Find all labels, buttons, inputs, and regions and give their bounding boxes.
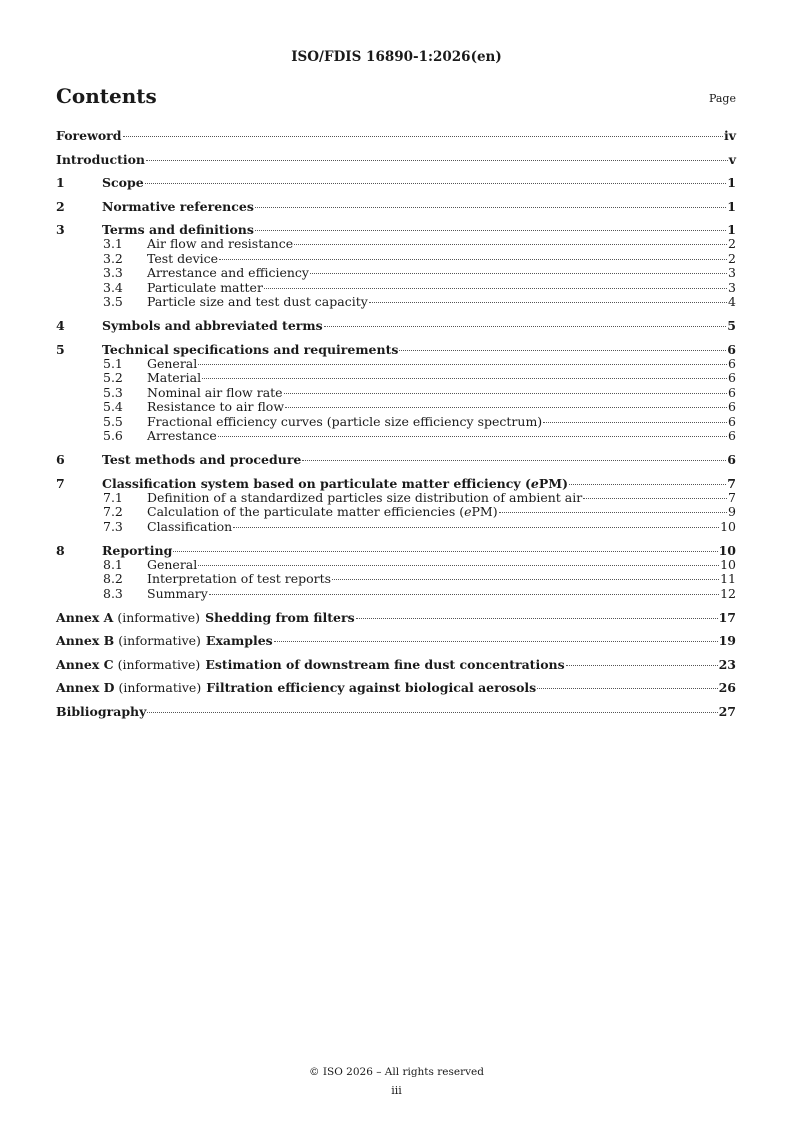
toc-entry[interactable] <box>56 558 736 573</box>
toc-entry-title: Air flow and resistance <box>147 236 294 251</box>
dot-leader <box>399 350 726 351</box>
toc-spacer <box>56 467 736 476</box>
toc-spacer <box>56 672 736 681</box>
dot-leader <box>173 551 717 552</box>
toc-entry-title: Symbols and abbreviated terms <box>102 318 323 333</box>
toc-page-number: 6 <box>728 370 736 385</box>
subsection-number: 5.1 <box>103 355 123 371</box>
dot-leader <box>537 688 717 689</box>
toc-spacer <box>56 214 736 223</box>
toc-page-number: v <box>728 151 736 167</box>
table-of-contents <box>56 128 736 719</box>
toc-page-number: 9 <box>728 504 736 519</box>
toc-page-number: 6 <box>728 413 736 429</box>
toc-entry[interactable] <box>56 505 736 520</box>
toc-page-number: 6 <box>728 399 736 414</box>
copyright-footer: © ISO 2026 – All rights reserved <box>309 1066 484 1078</box>
toc-page-number: 12 <box>720 585 736 601</box>
toc-entry-title: Classification <box>147 518 233 534</box>
toc-entry-title: Material <box>147 370 202 385</box>
toc-entry[interactable] <box>56 657 736 672</box>
toc-page-number: 27 <box>718 703 736 719</box>
dot-leader <box>543 422 727 423</box>
dot-leader <box>264 288 727 289</box>
document-header: ISO/FDIS 16890-1:2026(en) <box>291 49 502 65</box>
section-number: 6 <box>56 452 65 467</box>
toc-page-number: 10 <box>720 518 736 534</box>
toc-entry-title: Arrestance and efficiency <box>147 265 309 280</box>
toc-entry[interactable] <box>56 386 736 401</box>
toc-entry-title: Fractional efficiency curves (particle size efficiency spectrum) <box>147 413 543 429</box>
toc-entry-title: Interpretation of test reports <box>147 571 332 586</box>
toc-spacer <box>56 333 736 342</box>
toc-spacer <box>56 143 736 152</box>
toc-entry[interactable] <box>56 452 736 467</box>
toc-entry[interactable] <box>56 610 736 625</box>
dot-leader <box>356 618 718 619</box>
toc-entry[interactable] <box>56 175 736 190</box>
section-number: 1 <box>56 175 65 190</box>
dot-leader <box>233 527 719 528</box>
toc-entry-title: Examples <box>205 633 273 648</box>
page-column-label: Page <box>708 92 736 105</box>
toc-entry-title: Definition of a standardized particles size distribution of ambient air <box>147 489 583 505</box>
toc-spacer <box>56 601 736 610</box>
subsection-number: 3.4 <box>103 279 123 295</box>
section-number: 4 <box>56 318 65 333</box>
toc-page-number: 17 <box>718 609 736 625</box>
toc-entry[interactable] <box>56 222 736 237</box>
dot-leader <box>499 512 727 513</box>
toc-spacer <box>56 648 736 657</box>
toc-page-number: iv <box>723 128 736 143</box>
dot-leader <box>209 594 719 595</box>
toc-entry[interactable] <box>56 587 736 602</box>
dot-leader <box>569 484 726 485</box>
subsection-number: 3.2 <box>103 250 123 266</box>
dot-leader <box>219 259 727 260</box>
dot-leader <box>310 273 727 274</box>
subsection-number: 3.5 <box>103 294 123 309</box>
toc-entry[interactable] <box>56 252 736 267</box>
dot-leader <box>146 160 728 161</box>
toc-spacer <box>56 190 736 199</box>
toc-entry[interactable] <box>56 633 736 648</box>
toc-entry-title: Foreword <box>56 128 122 143</box>
toc-page-number: 6 <box>728 384 736 400</box>
subsection-number: 7.1 <box>103 489 123 505</box>
toc-entry-title: Classification system based on particulate matter efficiency (ePM) <box>102 475 569 491</box>
section-number: 7 <box>56 475 65 491</box>
toc-page-number: 11 <box>720 571 736 586</box>
annex-label: Annex B <box>56 633 115 648</box>
toc-spacer <box>56 625 736 634</box>
toc-entry[interactable] <box>56 704 736 719</box>
annex-informative-label: (informative) <box>117 609 201 625</box>
dot-leader <box>274 641 718 642</box>
toc-spacer <box>56 310 736 319</box>
toc-entry-title: Particle size and test dust capacity <box>147 294 368 309</box>
dot-leader <box>332 579 719 580</box>
dot-leader <box>566 665 718 666</box>
toc-page-number: 6 <box>727 341 736 357</box>
dot-leader <box>255 230 726 231</box>
dot-leader <box>302 460 726 461</box>
toc-entry-title: Filtration efficiency against biological aerosols <box>206 680 537 695</box>
annex-informative-label: (informative) <box>118 633 201 648</box>
toc-spacer <box>56 167 736 176</box>
toc-page-number: 7 <box>727 475 736 491</box>
subsection-number: 3.3 <box>103 265 123 280</box>
dot-leader <box>145 183 727 184</box>
toc-entry-title: Resistance to air flow <box>147 399 285 414</box>
toc-entry[interactable] <box>56 476 736 491</box>
page-number: iii <box>391 1084 402 1097</box>
dot-leader <box>294 244 727 245</box>
page-title: Contents <box>56 84 157 108</box>
toc-entry-title: Introduction <box>56 151 146 167</box>
dot-leader <box>324 326 727 327</box>
toc-entry[interactable] <box>56 281 736 296</box>
toc-entry[interactable] <box>56 128 736 143</box>
toc-entry[interactable] <box>56 680 736 695</box>
toc-page-number: 2 <box>728 250 736 266</box>
toc-entry-title: Shedding from filters <box>205 609 355 625</box>
toc-entry-title: Technical specifications and requirements <box>102 341 399 357</box>
toc-entry[interactable] <box>56 520 736 535</box>
dot-leader <box>255 207 726 208</box>
toc-entry-title: Summary <box>147 585 208 601</box>
toc-page-number: 6 <box>728 355 736 371</box>
dot-leader <box>202 378 727 379</box>
toc-entry[interactable] <box>56 572 736 587</box>
toc-entry-title: General <box>147 355 198 371</box>
section-number: 8 <box>56 542 65 558</box>
subsection-number: 7.3 <box>103 518 123 534</box>
toc-entry-title: Estimation of downstream fine dust concentrations <box>205 656 565 672</box>
toc-page-number: 4 <box>728 294 736 309</box>
toc-entry[interactable] <box>56 357 736 372</box>
toc-page-number: 2 <box>728 236 736 251</box>
toc-entry[interactable] <box>56 318 736 333</box>
toc-entry-title: Particulate matter <box>147 279 263 295</box>
toc-page-number: 10 <box>720 556 736 572</box>
dot-leader <box>147 712 717 713</box>
subsection-number: 5.2 <box>103 370 123 385</box>
toc-entry-title: Arrestance <box>147 428 217 443</box>
toc-page-number: 7 <box>728 489 736 505</box>
dot-leader <box>198 565 719 566</box>
toc-entry[interactable] <box>56 266 736 281</box>
annex-label: Annex C <box>56 656 114 672</box>
toc-page-number: 3 <box>728 265 736 280</box>
toc-entry-title: Terms and definitions <box>102 222 254 237</box>
annex-informative-label: (informative) <box>118 680 202 695</box>
toc-entry[interactable] <box>56 237 736 252</box>
subsection-number: 5.5 <box>103 413 123 429</box>
toc-page-number: 1 <box>727 175 736 190</box>
toc-page-number: 6 <box>727 452 736 467</box>
toc-page-number: 23 <box>718 656 736 672</box>
toc-page-number: 5 <box>727 318 736 333</box>
toc-spacer <box>56 534 736 543</box>
toc-entry-title: Test methods and procedure <box>102 452 302 467</box>
toc-entry-title: Test device <box>147 250 219 266</box>
subsection-number: 3.1 <box>103 236 123 251</box>
toc-entry[interactable] <box>56 371 736 386</box>
toc-entry-title: Reporting <box>102 542 173 558</box>
toc-entry-title: Calculation of the particulate matter efficiencies (ePM) <box>147 504 498 519</box>
toc-entry[interactable] <box>56 491 736 506</box>
toc-entry-title: Scope <box>102 175 144 190</box>
toc-page-number: 19 <box>718 633 736 648</box>
subsection-number: 5.4 <box>103 399 123 414</box>
toc-page-number: 26 <box>718 680 736 695</box>
dot-leader <box>583 498 727 499</box>
subsection-number: 7.2 <box>103 504 123 519</box>
toc-entry[interactable] <box>56 543 736 558</box>
toc-entry[interactable] <box>56 295 736 310</box>
annex-informative-label: (informative) <box>117 656 201 672</box>
dot-leader <box>285 407 727 408</box>
toc-entry[interactable] <box>56 429 736 444</box>
toc-page-number: 10 <box>718 542 736 558</box>
toc-entry-title: Normative references <box>102 198 254 214</box>
dot-leader <box>123 136 723 137</box>
toc-entry-title: General <box>147 556 198 572</box>
section-number: 2 <box>56 198 65 214</box>
toc-entry[interactable] <box>56 342 736 357</box>
toc-page-number: 1 <box>727 198 736 214</box>
dot-leader <box>198 364 727 365</box>
toc-entry[interactable] <box>56 199 736 214</box>
toc-page-number: 1 <box>727 222 736 237</box>
toc-entry-title: Nominal air flow rate <box>147 384 283 400</box>
subsection-number: 5.6 <box>103 428 123 443</box>
dot-leader <box>369 302 727 303</box>
dot-leader <box>284 393 727 394</box>
annex-label: Annex A <box>56 609 114 625</box>
toc-entry-title: Bibliography <box>56 703 147 719</box>
subsection-number: 8.2 <box>103 571 123 586</box>
toc-entry[interactable] <box>56 415 736 430</box>
toc-entry[interactable] <box>56 152 736 167</box>
annex-label: Annex D <box>56 680 115 695</box>
subsection-number: 8.1 <box>103 556 123 572</box>
section-number: 5 <box>56 341 65 357</box>
toc-spacer <box>56 444 736 453</box>
toc-entry[interactable] <box>56 400 736 415</box>
section-number: 3 <box>56 222 65 237</box>
toc-spacer <box>56 695 736 704</box>
toc-page-number: 3 <box>728 279 736 295</box>
dot-leader <box>218 436 727 437</box>
subsection-number: 5.3 <box>103 384 123 400</box>
subsection-number: 8.3 <box>103 585 123 601</box>
toc-page-number: 6 <box>728 428 736 443</box>
